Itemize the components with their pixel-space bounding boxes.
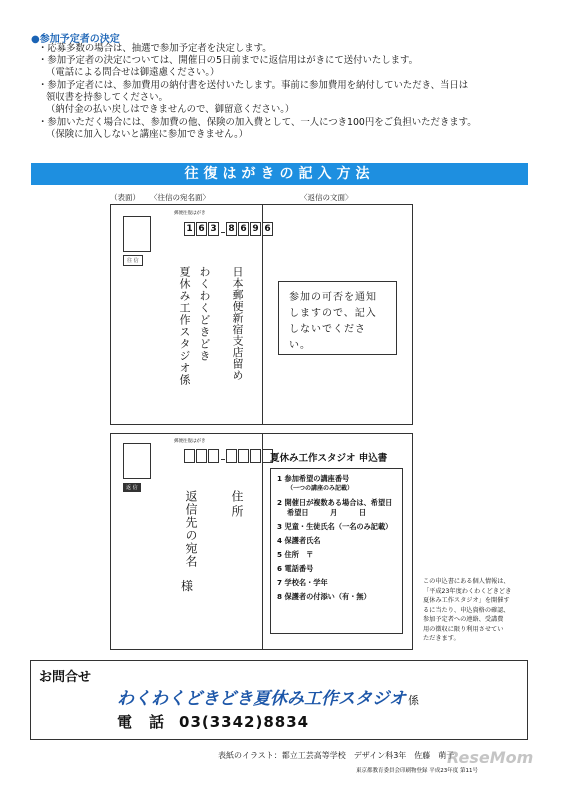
postal-digit: 3 xyxy=(208,222,219,236)
notice-heading: ●参加予定者の決定 xyxy=(31,34,120,45)
reply-note: 参加の可否を通知しますので、記入しないでください。 xyxy=(289,292,377,351)
recipient-name-line2: 夏休み工作スタジオ係 xyxy=(178,266,191,386)
label-front: （表面） xyxy=(110,193,140,202)
form-item: 3 児童・生徒氏名（一名のみ記載） xyxy=(277,522,393,531)
stamp-tag: 往 信 xyxy=(123,255,143,266)
reply-note-box xyxy=(278,281,397,355)
contact-org xyxy=(117,684,419,709)
notice-line: 領収書を持参してください。 xyxy=(46,92,168,103)
stamp-box xyxy=(123,443,151,479)
application-form xyxy=(270,468,403,634)
banner-title: 往復はがきの記入方法 xyxy=(184,166,375,182)
contact-org-name: わくわくどきどき夏休み工作スタジオ xyxy=(117,689,406,709)
postal-digit: 6 xyxy=(196,222,207,236)
contact-heading: お問合せ xyxy=(39,670,92,685)
postal-code xyxy=(184,222,274,241)
postal-code-blank xyxy=(184,449,274,468)
postal-digit: 6 xyxy=(262,222,273,236)
form-item: 5 住所 〒 xyxy=(277,550,314,559)
notice-line: ・参加予定者には、参加費用の納付書を送付いたします。事前に参加費用を納付していただき、当日は xyxy=(38,80,469,91)
label-outgoing-address: 〈往信の宛名面〉 xyxy=(150,193,210,202)
return-name-label: 返信先の宛名 xyxy=(184,490,198,568)
banner xyxy=(31,163,528,185)
privacy-note: この申込書にある個人情報は、 「平成23年度わくわくどきどき 夏休み工作スタジオ」を開催す るに当たり、申込資格の確認、 参加予定者への連絡、受講費 用の徴収に限り利用させてい ただきます。 xyxy=(423,578,512,642)
contact-box xyxy=(30,660,528,740)
form-item: 1 参加希望の講座番号 xyxy=(277,474,350,483)
watermark-logo: ReseMom xyxy=(447,748,534,767)
postal-digit: 8 xyxy=(226,222,237,236)
stamp-box xyxy=(123,216,151,252)
notice-line: （保険に加入しないと講座に参加できません。） xyxy=(46,129,249,140)
notice-line: ・参加いただく場合には、参加費の他、保険の加入費として、一人につき100円をご負担いただきます。 xyxy=(38,117,477,128)
form-title: 夏休み工作スタジオ 申込書 xyxy=(270,453,388,464)
form-item: （一つの講座のみ記載） xyxy=(287,485,354,492)
postal-digit: 1 xyxy=(184,222,195,236)
form-item: 4 保護者氏名 xyxy=(277,536,321,545)
illustration-credit: 表紙のイラスト：都立工芸高等学校 デザイン科3年 佐藤 萌子 xyxy=(218,751,455,760)
form-item: 7 学校名・学年 xyxy=(277,578,328,587)
imprint: 東京都教育委員会印刷物登録 平成23年度 第11号 xyxy=(356,768,478,774)
phone-label: 電 話 xyxy=(117,713,166,731)
phone-number: 03(3342)8834 xyxy=(179,713,310,731)
postal-digit: 9 xyxy=(250,222,261,236)
form-item: 8 保護者の付添い（有・無） xyxy=(277,592,371,601)
recipient-address: 日本郵便新宿支店留め xyxy=(231,266,244,381)
form-item: 2 開催日が複数ある場合は、希望日 xyxy=(277,498,393,507)
recipient-name-line1: わくわくどきどき xyxy=(198,266,211,362)
honorific: 様 xyxy=(181,579,194,593)
postal-digit: 6 xyxy=(238,222,249,236)
contact-phone-row xyxy=(117,711,309,732)
label-reply-text: 〈返信の文面〉 xyxy=(300,193,353,202)
notice-line: （納付金の払い戻しはできませんので、御留意ください。） xyxy=(46,104,295,115)
address-label: 住所 xyxy=(230,490,244,520)
stamp-tag: 返 信 xyxy=(123,483,141,492)
notice-line: ・参加予定者の決定については、開催日の5日前までに返信用はがきにて送付いたします。 xyxy=(38,55,419,66)
contact-org-suffix: 係 xyxy=(408,694,419,707)
card-header-small: 郵便往復はがき xyxy=(174,211,206,216)
notice-line: ・応募多数の場合は、抽選で参加予定者を決定します。 xyxy=(38,43,272,54)
form-item: 希望日 月 日 xyxy=(287,508,367,517)
notice-line: （電話による問合せは御遠慮ください。） xyxy=(46,67,220,78)
form-item: 6 電話番号 xyxy=(277,564,314,573)
card-header-small: 郵便往復はがき xyxy=(174,439,206,444)
